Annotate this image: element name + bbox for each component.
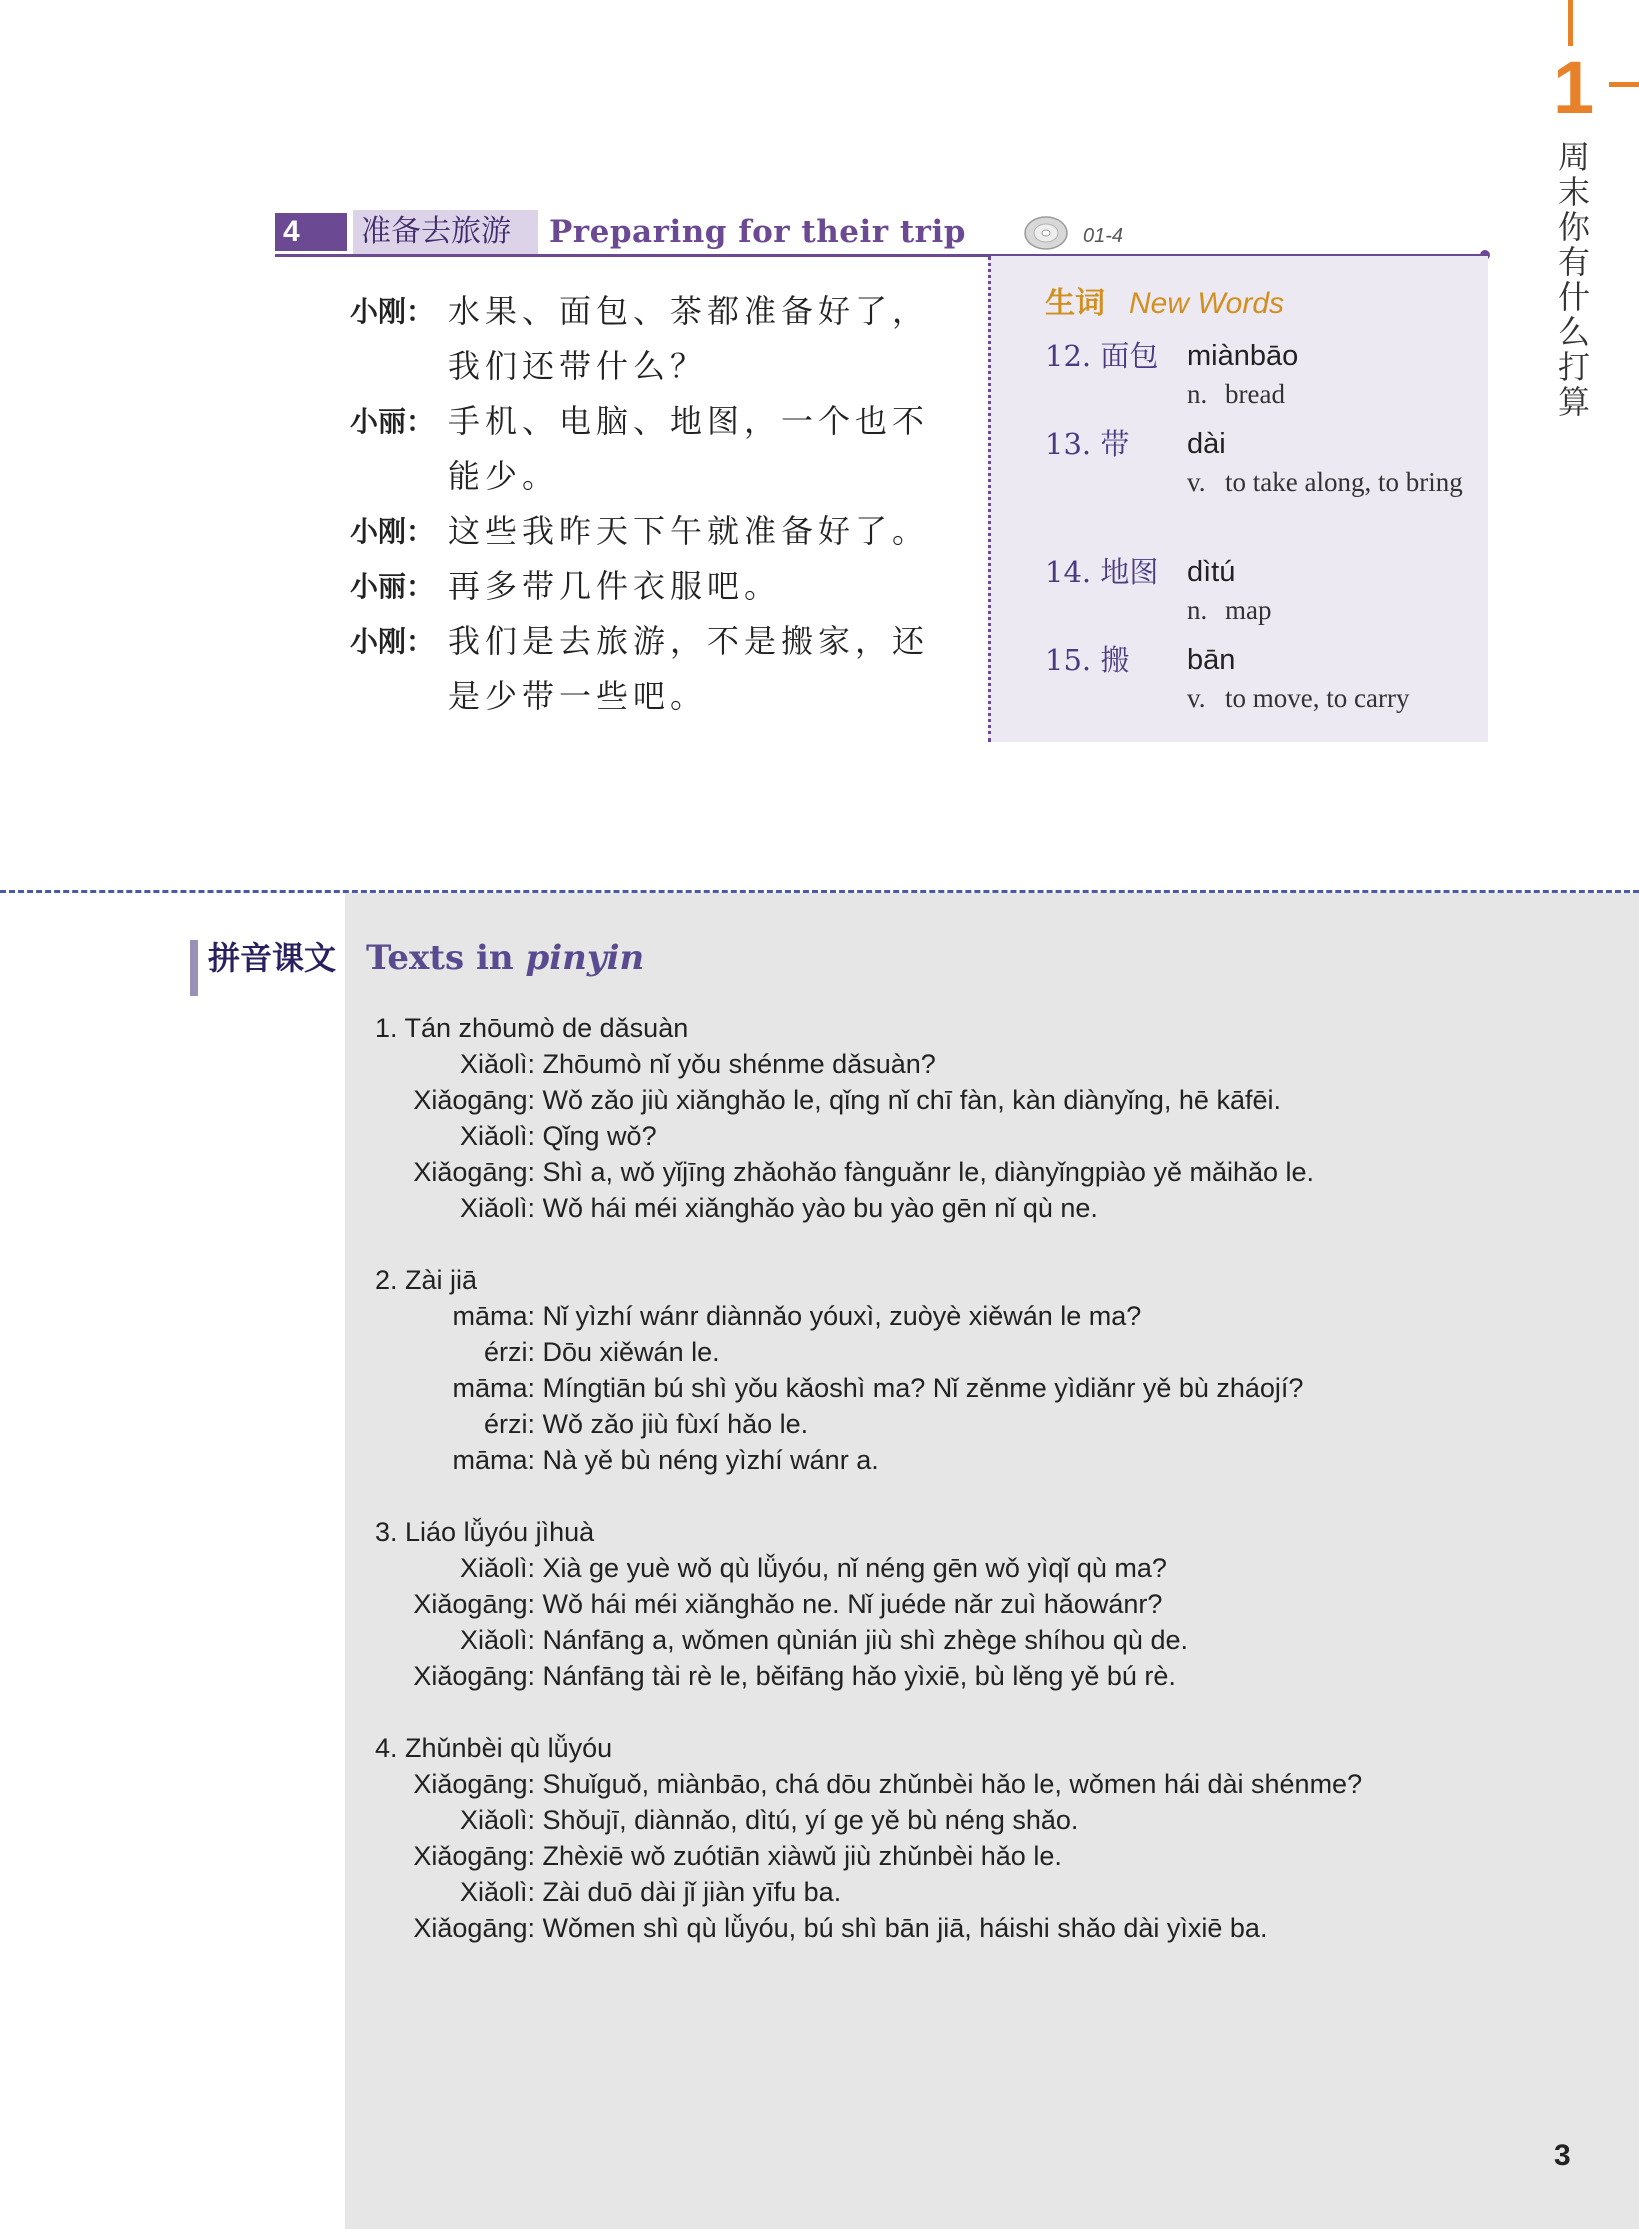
pinyin-speaker: māma: — [452, 1373, 535, 1403]
vocab-definition-block — [1187, 680, 1487, 717]
vocab-definition-block — [1187, 592, 1487, 629]
section-title-cn: 准备去旅游 — [353, 210, 538, 254]
pinyin-speaker: māma: — [452, 1301, 535, 1331]
pinyin-heading-en — [366, 936, 644, 980]
pinyin-speaker: Xiǎolì: — [459, 1049, 535, 1079]
chapter-title: 周末你有什么打算 — [1557, 138, 1590, 421]
pinyin-speaker: Xiǎolì: — [459, 1625, 535, 1655]
new-words-heading — [1045, 284, 1284, 324]
pinyin-speaker: Xiǎolì: — [459, 1193, 535, 1223]
pinyin-line — [375, 1046, 1575, 1082]
pinyin-speaker: Xiǎolì: — [459, 1121, 535, 1151]
pinyin-sentence: Shuǐguǒ, miànbāo, chá dōu zhǔnbèi hǎo le, wǒmen hái dài shénme? — [542, 1769, 1363, 1799]
pinyin-sentence: Wǒ hái méi xiǎnghǎo ne. Nǐ juéde nǎr zuì hǎowánr? — [542, 1589, 1163, 1619]
vocab-pos: n. — [1187, 379, 1208, 409]
pinyin-line — [375, 1190, 1575, 1226]
new-words-heading-en: New Words — [1129, 287, 1285, 320]
pinyin-speaker: Xiǎogāng: — [413, 1769, 535, 1799]
dialogue-speaker: 小刚： — [350, 625, 435, 658]
pinyin-text-block — [375, 1010, 1575, 1226]
vocab-pinyin: miànbāo — [1187, 340, 1299, 372]
pinyin-speaker: māma: — [452, 1445, 535, 1475]
pinyin-text-title: 1. Tán zhōumò de dǎsuàn — [375, 1013, 689, 1043]
pinyin-speaker: Xiǎogāng: — [413, 1913, 535, 1943]
dialogue-line — [350, 504, 970, 559]
vocab-pos: v. — [1187, 683, 1206, 713]
pinyin-heading-bar — [190, 940, 198, 996]
dialogue-text: 我们是去旅游，不是搬家，还 — [448, 622, 930, 660]
dialogue-text: 水果、面包、茶都准备好了， — [448, 292, 930, 330]
pinyin-speaker: Xiǎogāng: — [413, 1841, 535, 1871]
pinyin-sentence: Zhèxiē wǒ zuótiān xiàwǔ jiù zhǔnbèi hǎo le. — [542, 1841, 1062, 1871]
dialogue — [350, 284, 970, 724]
pinyin-line — [375, 1154, 1575, 1190]
pinyin-line — [375, 1910, 1575, 1946]
dialogue-line — [350, 559, 970, 614]
pinyin-line — [375, 1802, 1575, 1838]
pinyin-sentence: Dōu xiěwán le. — [542, 1337, 720, 1367]
pinyin-sentence: Wǒmen shì qù lǚyóu, bú shì bān jiā, háishi shǎo dài yìxiē ba. — [542, 1913, 1268, 1943]
pinyin-sentence: Míngtiān bú shì yǒu kǎoshì ma? Nǐ zěnme yìdiǎnr yě bù zháojí? — [542, 1373, 1304, 1403]
vocab-definition-block — [1187, 376, 1487, 413]
vocab-number: 13. 带 — [1045, 427, 1130, 461]
dialogue-text: 我们还带什么？ — [448, 347, 708, 385]
pinyin-line — [375, 1406, 1575, 1442]
pinyin-sentence: Wǒ zǎo jiù xiǎnghǎo le, qǐng nǐ chī fàn, kàn diànyǐng, hē kāfēi. — [542, 1085, 1281, 1115]
pinyin-line — [375, 1838, 1575, 1874]
dialogue-speaker: 小丽： — [350, 405, 435, 438]
pinyin-speaker: Xiǎogāng: — [413, 1589, 535, 1619]
pinyin-text-block — [375, 1730, 1575, 1946]
pinyin-sentence: Nǐ yìzhí wánr diànnǎo yóuxì, zuòyè xiěwán le ma? — [542, 1301, 1142, 1331]
pinyin-sentence: Nánfāng a, wǒmen qùnián jiù shì zhège shíhou qù de. — [542, 1625, 1188, 1655]
chapter-tab-dash — [1609, 82, 1639, 87]
pinyin-text-block — [375, 1262, 1575, 1478]
dialogue-speaker: 小刚： — [350, 295, 435, 328]
dialogue-text: 是少带一些吧。 — [448, 677, 708, 715]
section-header — [275, 210, 1488, 256]
new-words-panel — [988, 256, 1488, 742]
pinyin-sentence: Zài duō dài jǐ jiàn yīfu ba. — [542, 1877, 842, 1907]
vocab-pinyin: dài — [1187, 428, 1226, 460]
pinyin-heading-en-b: pinyin — [525, 938, 645, 978]
dialogue-text: 手机、电脑、地图，一个也不 — [448, 402, 930, 440]
pinyin-line — [375, 1658, 1575, 1694]
pinyin-texts — [375, 1010, 1575, 1982]
pinyin-text-title: 3. Liáo lǚyóu jìhuà — [375, 1517, 595, 1547]
pinyin-speaker: Xiǎogāng: — [413, 1661, 535, 1691]
pinyin-line — [375, 1874, 1575, 1910]
dialogue-line — [350, 614, 970, 724]
pinyin-line — [375, 1550, 1575, 1586]
pinyin-heading-cn: 拼音课文 — [208, 939, 337, 977]
vocab-number: 15. 搬 — [1045, 643, 1130, 677]
pinyin-line — [375, 1118, 1575, 1154]
new-words-heading-cn: 生词 — [1045, 286, 1105, 321]
dialogue-speaker: 小刚： — [350, 515, 435, 548]
vocab-number: 12. 面包 — [1045, 339, 1159, 373]
vocab-pos: n. — [1187, 595, 1208, 625]
pinyin-sentence: Wǒ zǎo jiù fùxí hǎo le. — [542, 1409, 809, 1439]
dialogue-speaker: 小丽： — [350, 570, 435, 603]
pinyin-text-title: 2. Zài jiā — [375, 1265, 478, 1295]
pinyin-sentence: Nà yě bù néng yìzhí wánr a. — [542, 1445, 879, 1475]
vocab-pinyin: dìtú — [1187, 556, 1236, 588]
vocab-definition: map — [1225, 595, 1272, 625]
pinyin-sentence: Xià ge yuè wǒ qù lǚyóu, nǐ néng gēn wǒ yìqǐ qù ma? — [542, 1553, 1167, 1583]
cd-icon[interactable] — [1023, 214, 1069, 252]
dialogue-line — [350, 284, 970, 394]
pinyin-line — [375, 1622, 1575, 1658]
pinyin-speaker: érzi: — [483, 1337, 535, 1367]
pinyin-speaker: Xiǎolì: — [459, 1877, 535, 1907]
vocab-pinyin: bān — [1187, 644, 1236, 676]
dialogue-text: 能少。 — [448, 457, 560, 495]
page-number: 3 — [1554, 2139, 1571, 2172]
pinyin-speaker: Xiǎogāng: — [413, 1085, 535, 1115]
pinyin-sentence: Nánfāng tài rè le, běifāng hǎo yìxiē, bù lěng yě bú rè. — [542, 1661, 1176, 1691]
pinyin-sentence: Wǒ hái méi xiǎnghǎo yào bu yào gēn nǐ qù ne. — [542, 1193, 1098, 1223]
pinyin-sentence: Zhōumò nǐ yǒu shénme dǎsuàn? — [542, 1049, 936, 1079]
pinyin-line — [375, 1766, 1575, 1802]
dialogue-text: 再多带几件衣服吧。 — [448, 567, 782, 605]
chapter-tab-line — [1568, 0, 1573, 46]
vocab-definition: to take along, to bring — [1225, 467, 1463, 497]
pinyin-heading-en-a: Texts in — [366, 938, 526, 978]
pinyin-line — [375, 1298, 1575, 1334]
vocab-pos: v. — [1187, 467, 1206, 497]
vocab-number: 14. 地图 — [1045, 555, 1159, 589]
pinyin-line — [375, 1442, 1575, 1478]
pinyin-text-title: 4. Zhǔnbèi qù lǚyóu — [375, 1733, 613, 1763]
pinyin-speaker: Xiǎolì: — [459, 1805, 535, 1835]
vocab-definition-block — [1187, 464, 1487, 501]
section-number: 4 — [275, 213, 347, 251]
dialogue-line — [350, 394, 970, 504]
section-title-en: Preparing for their trip — [549, 214, 966, 250]
pinyin-sentence: Qǐng wǒ? — [542, 1121, 657, 1151]
dialogue-text: 这些我昨天下午就准备好了。 — [448, 512, 930, 550]
pinyin-sentence: Shǒujī, diànnǎo, dìtú, yí ge yě bù néng shǎo. — [542, 1805, 1079, 1835]
pinyin-line — [375, 1370, 1575, 1406]
chapter-number: 1 — [1553, 46, 1595, 129]
pinyin-speaker: Xiǎogāng: — [413, 1157, 535, 1187]
pinyin-speaker: érzi: — [483, 1409, 535, 1439]
vocab-definition: to move, to carry — [1225, 683, 1410, 713]
pinyin-line — [375, 1586, 1575, 1622]
pinyin-line — [375, 1082, 1575, 1118]
pinyin-speaker: Xiǎolì: — [459, 1553, 535, 1583]
vocab-definition: bread — [1225, 379, 1285, 409]
pinyin-text-block — [375, 1514, 1575, 1694]
pinyin-line — [375, 1334, 1575, 1370]
audio-track-number: 01-4 — [1083, 225, 1124, 247]
pinyin-sentence: Shì a, wǒ yǐjīng zhǎohǎo fànguǎnr le, diànyǐngpiào yě mǎihǎo le. — [542, 1157, 1315, 1187]
